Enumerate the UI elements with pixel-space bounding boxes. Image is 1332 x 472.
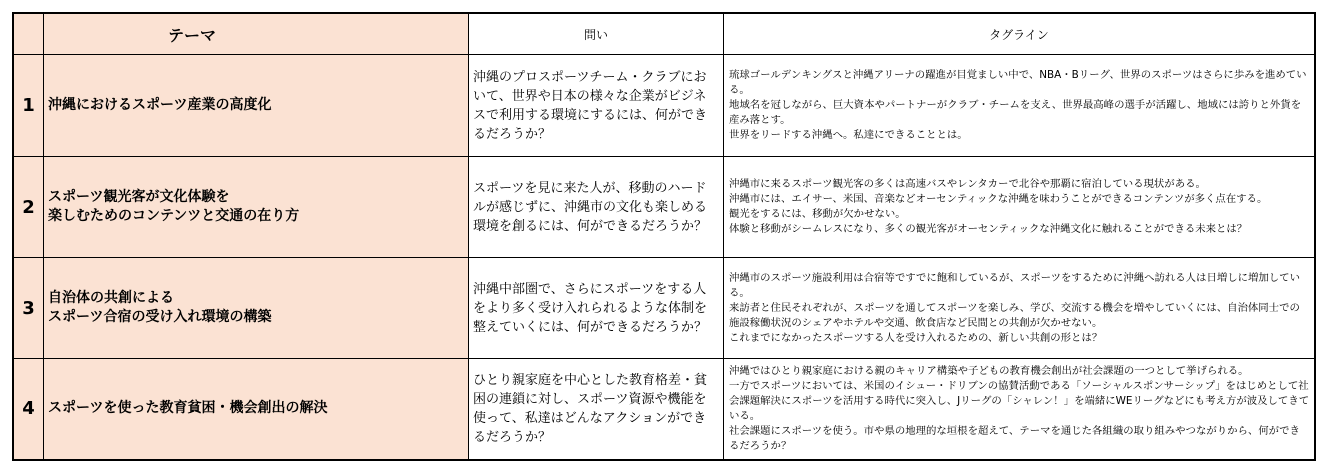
- table-row: [13, 258, 1315, 359]
- question-cell: [469, 258, 724, 359]
- tagline-line: 一方でスポーツにおいては、米国のイシュー・ドリブンの協賛活動である「ソーシャルスポンサーシップ」をはじめとして社会課題解決にスポーツを活用する時代に突入し、Jリーグの「シャレン！」を端緒にWEリーグなどにも考え方が波及してきている。: [729, 379, 1310, 422]
- table-row: [13, 55, 1315, 157]
- header-tagline: タグライン: [724, 13, 1316, 55]
- row-number: 1: [13, 55, 44, 157]
- tagline-line: 沖縄市に来るスポーツ観光客の多くは高速バスやレンタカーで北谷や那覇に宿泊している現状がある。: [729, 178, 1206, 190]
- question-cell: [469, 157, 724, 258]
- tagline-cell: [724, 258, 1316, 359]
- tagline-line: これまでになかったスポーツする人を受け入れるための、新しい共創の形とは？: [729, 331, 1103, 344]
- tagline-line: 沖縄ではひとり親家庭における親のキャリア構築や子どもの教育機会創出が社会課題の一つとして挙げられる。: [729, 364, 1249, 377]
- theme-cell: [44, 55, 469, 157]
- tagline-cell: [724, 55, 1316, 157]
- tagline-cell: [724, 157, 1316, 258]
- header-number-cell: [13, 13, 44, 55]
- question-cell: [469, 55, 724, 157]
- question-text: ひとり親家庭を中心とした教育格差・貧困の連鎖に対し、スポーツ資源や機能を使って、私達はどんなアクションができるだろうか？: [473, 372, 708, 445]
- tagline-line: 社会課題にスポーツを使う。市や県の地理的な垣根を超えて、テーマを通じた各組織の取り組みやつながりから、何ができるだろうか？: [729, 424, 1300, 452]
- theme-table-container: [12, 12, 1316, 461]
- question-cell: [469, 359, 724, 460]
- theme-cell: [44, 157, 469, 258]
- tagline-line: 沖縄市には、エイサー、米国、音楽などオーセンティックな沖縄を味わうことができるコンテンツが多く点在する。: [729, 193, 1268, 205]
- tagline-line: 地域名を冠しながら、巨大資本やパートナーがクラブ・チームを支え、世界最高峰の選手が活躍し、地域には誇りと外貨を産み落とす。: [729, 99, 1302, 126]
- row-number: 2: [13, 157, 44, 258]
- tagline-line: 沖縄市のスポーツ施設利用は合宿等ですでに飽和しているが、スポーツをするために沖縄へ訪れる人は日増しに増加している。: [729, 271, 1300, 299]
- theme-text: スポーツ観光客が文化体験を 楽しむためのコンテンツと交通の在り方: [48, 189, 300, 224]
- theme-table: [12, 12, 1316, 461]
- question-text: 沖縄中部圏で、さらにスポーツをする人をより多く受け入れられるような体制を整えていくには、何ができるだろうか？: [473, 281, 708, 335]
- tagline-cell: [724, 359, 1316, 460]
- header-row: [13, 13, 1315, 55]
- tagline-line: 観光をするには、移動が欠かせない。: [729, 208, 906, 220]
- tagline-line: 琉球ゴールデンキングスと沖縄アリーナの躍進が目覚ましい中で、NBA・Bリーグ、世界のスポーツはさらに歩みを進めている。: [729, 69, 1307, 96]
- theme-text: 自治体の共創による スポーツ合宿の受け入れ環境の構築: [48, 290, 272, 325]
- theme-text: 沖縄におけるスポーツ産業の高度化: [48, 97, 272, 113]
- theme-cell: [44, 258, 469, 359]
- table-row: [13, 157, 1315, 258]
- tagline-line: 世界をリードする沖縄へ。私達にできることとは。: [729, 129, 968, 141]
- theme-text: スポーツを使った教育貧困・機会創出の解決: [48, 400, 328, 417]
- tagline-line: 来訪者と住民それぞれが、スポーツを通してスポーツを楽しみ、学び、交流する機会を増やしていくには、自治体同士での施設稼働状況のシェアやホテルや交通、飲食店など民間との共創が欠かせない。: [729, 301, 1300, 329]
- table-row: [13, 359, 1315, 460]
- theme-cell: [44, 359, 469, 460]
- question-text: 沖縄のプロスポーツチーム・クラブにおいて、世界や日本の様々な企業がビジネスで利用する環境にするには、何ができるだろうか？: [473, 69, 708, 142]
- row-number: 4: [13, 359, 44, 460]
- tagline-line: 体験と移動がシームレスになり、多くの観光客がオーセンティックな沖縄文化に触れることができる未来とは？: [729, 223, 1248, 235]
- row-number: 3: [13, 258, 44, 359]
- header-theme: テーマ: [44, 13, 469, 55]
- header-question: 問い: [469, 13, 724, 55]
- question-text: スポーツを見に来た人が、移動のハードルが感じずに、沖縄市の文化も楽しめる環境を創るには、何ができるだろうか？: [473, 180, 708, 234]
